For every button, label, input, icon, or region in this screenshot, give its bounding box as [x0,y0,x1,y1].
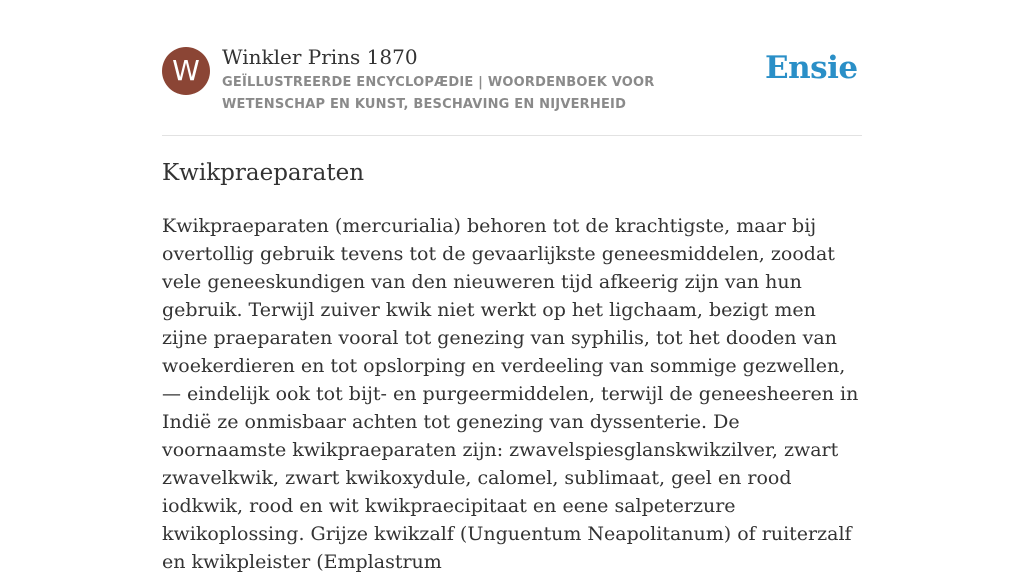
ensie-logo[interactable]: Ensie [765,50,858,86]
source-title[interactable]: Winkler Prins 1870 [222,45,418,69]
article-body: Kwikpraeparaten (mercurialia) behoren tot de krachtigste, maar bij overtollig gebruik tevens tot de gevaarlijkste geneesmiddelen, zoodat vele geneeskundigen van den nieuweren tijd afkeerig zijn van hun gebruik. Terwijl zuiver kwik niet werkt op het ligchaam, bezigt men zijne praeparaten vooral tot genezing van syphilis, tot het dooden van woekerdieren en tot opslorping en verdeeling van sommige gezwellen, — eindelijk ook tot bijt- en purgeermiddelen, terwijl de geneesheeren in Indië ze onmisbaar achten tot genezing van dyssenterie. De voornaamste kwikpraeparaten zijn: zwavelspiesglanskwikzilver, zwart zwavelkwik, zwart kwikoxydule, calomel, sublimaat, geel en rood iodkwik, rood en wit kwikpraecipitaat en eene salpeterzure kwikoplossing. Grijze kwikzalf (Unguentum Neapolitanum) of ruiterzalf en kwikpleister (Emplastrum [162,215,859,573]
source-subtitle: GEÏLLUSTREERDE ENCYCLOPÆDIE | WOORDENBOEK VOOR WETENSCHAP EN KUNST, BESCHAVING EN NIJVERHEID [222,75,655,112]
source-avatar[interactable]: W [162,47,210,95]
article-title: Kwikpraeparaten [162,160,365,186]
header-divider [162,135,862,136]
